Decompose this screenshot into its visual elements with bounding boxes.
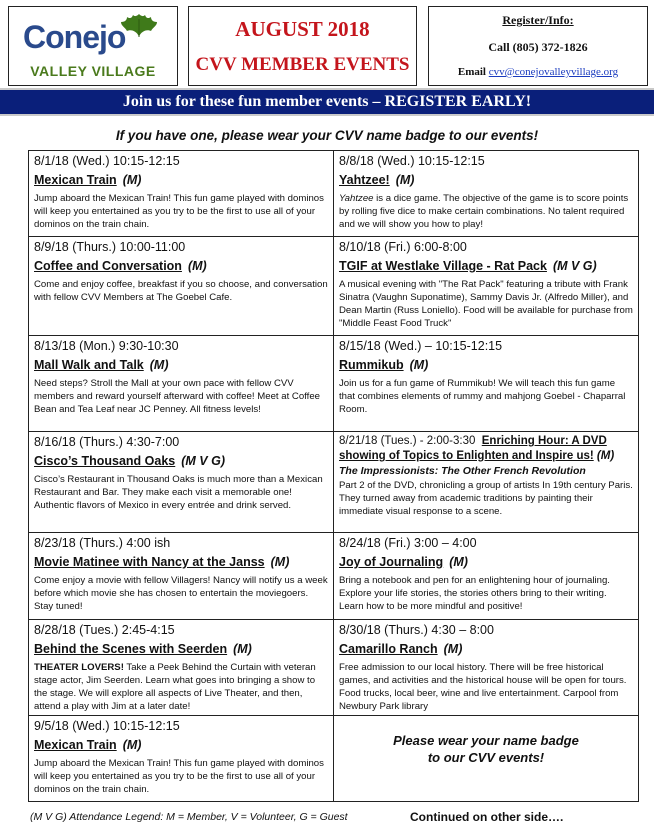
event-date: 8/9/18 (Thurs.) 10:00-11:00 (34, 240, 186, 254)
event-cell (29, 151, 334, 237)
event-title: Cisco’s Thousand Oaks (34, 454, 176, 468)
event-title-line (339, 640, 633, 658)
register-phone: Call (805) 372-1826 (488, 40, 588, 54)
event-title: Camarillo Ranch (339, 642, 438, 656)
event-date: 9/5/18 (Wed.) 10:15-12:15 (34, 719, 180, 733)
attendance-code: (M) (122, 173, 142, 187)
event-cell (29, 432, 334, 533)
attendance-code: (M) (449, 555, 468, 569)
attendance-code: (M) (187, 259, 207, 273)
event-title-line (339, 356, 633, 374)
event-subtitle: The Impressionists: The Other French Revolution (339, 465, 586, 477)
page-title-month: AUGUST 2018 (235, 17, 370, 41)
attendance-code: (M V G) (552, 259, 597, 273)
event-title-line (34, 736, 328, 754)
event-title: Coffee and Conversation (34, 259, 182, 273)
event-title-line (34, 553, 328, 571)
register-info-box (428, 6, 648, 86)
attendance-code: (M) (443, 642, 463, 656)
grid-row (29, 432, 639, 533)
attendance-code: (M) (270, 555, 290, 569)
page-title-events: CVV MEMBER EVENTS (195, 54, 410, 75)
wear-badge-cell (334, 716, 639, 802)
event-title: Mexican Train (34, 738, 117, 752)
event-description: Part 2 of the DVD, chronicling a group of artists In 19th century Paris. They turned away from academic traditions by painting their immediate visual response to a scene. (339, 480, 633, 517)
grid-row (29, 336, 639, 432)
grid-row (29, 533, 639, 620)
event-cell (29, 620, 334, 716)
event-title: Joy of Journaling (339, 555, 444, 569)
event-title: Rummikub (339, 358, 404, 372)
grid-row (29, 151, 639, 237)
event-cell (29, 533, 334, 620)
event-cell (334, 533, 639, 620)
event-date: 8/21/18 (Tues.) - 2:00-3:30 (339, 435, 476, 447)
event-title-line (339, 257, 633, 275)
event-description (34, 661, 328, 713)
event-title: Behind the Scenes with Seerden (34, 642, 228, 656)
wear-badge-note (339, 718, 633, 766)
event-date: 8/28/18 (Tues.) 2:45-4:15 (34, 623, 175, 637)
event-date: 8/16/18 (Thurs.) 4:30-7:00 (34, 435, 180, 449)
event-title-line (34, 452, 328, 470)
logo-subtitle: VALLEY VILLAGE (30, 63, 156, 79)
grid-row (29, 620, 639, 716)
register-email-link[interactable]: cvv@conejovalleyvillage.org (488, 66, 619, 78)
event-date: 8/1/18 (Wed.) 10:15-12:15 (34, 154, 180, 168)
event-title-line (34, 640, 328, 658)
logo-box (8, 6, 178, 86)
event-title: Yahtzee! (339, 173, 390, 187)
event-title: TGIF at Westlake Village - Rat Pack (339, 259, 547, 273)
event-description: Need steps? Stroll the Mall at your own pace with fellow CVV members and reward yourself afterward with coffee! Meet at Coffee Bean and Tea Leaf near JC Penney. All fitness levels! (34, 378, 320, 415)
events-grid (28, 150, 639, 802)
attendance-code: (M) (409, 358, 429, 372)
register-email-line (429, 66, 647, 78)
event-cell (334, 620, 639, 716)
event-date: 8/13/18 (Mon.) 9:30-10:30 (34, 339, 179, 353)
attendance-code: (M) (233, 642, 252, 656)
register-email-label: Email (457, 66, 486, 78)
title-box (188, 6, 417, 86)
event-date-line (339, 434, 633, 464)
event-description: Come and enjoy coffee, breakfast if you so choose, and conversation with fellow CVV Members at The Goebel Cafe. (34, 279, 328, 303)
event-title: Enriching Hour: A DVD showing of Topics to Enlighten and Inspire us! (339, 435, 607, 462)
event-title-line (339, 553, 633, 571)
event-title: Mexican Train (34, 173, 117, 187)
register-early-banner: Join us for these fun member events – REGISTER EARLY! (0, 88, 654, 116)
wear-badge-line-1: Please wear your name badge (393, 733, 579, 748)
event-description-text: Take a Peek Behind the Curtain with veteran stage actor, Jim Seerden. Learn what goes into bringing a show to the stage. We will explore all aspects of Live Theater, and then, attend a play with Jim at a later date! (34, 662, 316, 712)
event-title-line (34, 171, 328, 189)
event-cell (334, 237, 639, 336)
event-cell (334, 336, 639, 432)
event-description (339, 192, 633, 231)
event-description-italic: Yahtzee (339, 193, 374, 204)
event-date: 8/10/18 (Fri.) 6:00-8:00 (339, 240, 467, 254)
event-description: Cisco’s Restaurant in Thousand Oaks is much more than a Mexican Restaurant and Bar. They make each visit a memorable one! Authentic flavors of Mexico in every entrée and drink served. (34, 474, 323, 511)
attendance-code: (M) (596, 450, 615, 462)
event-title: Movie Matinee with Nancy at the Janss (34, 555, 265, 569)
event-title: Mall Walk and Talk (34, 358, 144, 372)
event-title-line (34, 257, 328, 275)
event-cell (29, 716, 334, 802)
event-description: Jump aboard the Mexican Train! This fun game played with dominos will keep you entertained as you try to be the first to use all of your dominos on the train chain. (34, 193, 324, 230)
badge-note: If you have one, please wear your CVV name badge to our events! (115, 128, 539, 143)
event-description: A musical evening with "The Rat Pack" featuring a tribute with Frank Sinatra (Vaughn Suponatime), Sammy Davis Jr. (Alfredo Miller), and Dean Martin (Russ Loniello). Food will be available for purchase from "Middle Feast Food Truck" (339, 279, 633, 329)
attendance-code: (M V G) (181, 454, 225, 468)
attendance-code: (M) (122, 738, 142, 752)
event-description: Come enjoy a movie with fellow Villagers! Nancy will notify us a week before which movie she has chosen to entertain the moviegoers. Stay tuned! (34, 575, 328, 612)
event-cell (334, 151, 639, 237)
grid-row (29, 237, 639, 336)
attendance-code: (M) (149, 358, 169, 372)
event-description-text: is a dice game. The objective of the game is to score points by rolling five dice to make certain combinations. No talent required and we will show you how to play! (339, 193, 629, 230)
event-date: 8/15/18 (Wed.) – 10:15-12:15 (339, 339, 503, 353)
continued-note: Continued on other side…. (410, 810, 564, 824)
event-title-line (339, 171, 633, 189)
event-date: 8/23/18 (Thurs.) 4:00 ish (34, 536, 171, 550)
event-cell (334, 432, 639, 533)
event-cell (29, 336, 334, 432)
event-description: Join us for a fun game of Rummikub! We will teach this fun game that combines elements of rummy and mahjong Goebel - Chaparral Room. (339, 378, 626, 415)
event-date: 8/8/18 (Wed.) 10:15-12:15 (339, 154, 485, 168)
event-description-bold: THEATER LOVERS! (34, 662, 124, 673)
event-date: 8/24/18 (Fri.) 3:00 – 4:00 (339, 536, 477, 550)
logo-wordmark: Conejo (23, 19, 126, 55)
attendance-code: (M) (395, 173, 415, 187)
event-description: Bring a notebook and pen for an enlightening hour of journaling. Explore your life stories, the stories others bring to their writing. Learn how to be more mindful and positive! (339, 575, 610, 612)
attendance-legend: (M V G) Attendance Legend: M = Member, V = Volunteer, G = Guest (30, 811, 348, 823)
grid-row (29, 716, 639, 802)
event-date: 8/30/18 (Thurs.) 4:30 – 8:00 (339, 623, 494, 637)
event-description: Jump aboard the Mexican Train! This fun game played with dominos will keep you entertained as you try to be the first to use all of your dominos on the train chain. (34, 758, 324, 795)
wear-badge-line-2: to our CVV events! (427, 750, 545, 765)
event-cell (29, 237, 334, 336)
event-title-line (34, 356, 328, 374)
event-description: Free admission to our local history. There will be free historical games, and activities and the historical house will be open for tours. Food trucks, local beer, wine and live entertainment. Carpool from Newbury Park library (339, 662, 627, 712)
register-heading: Register/Info: (502, 13, 574, 27)
